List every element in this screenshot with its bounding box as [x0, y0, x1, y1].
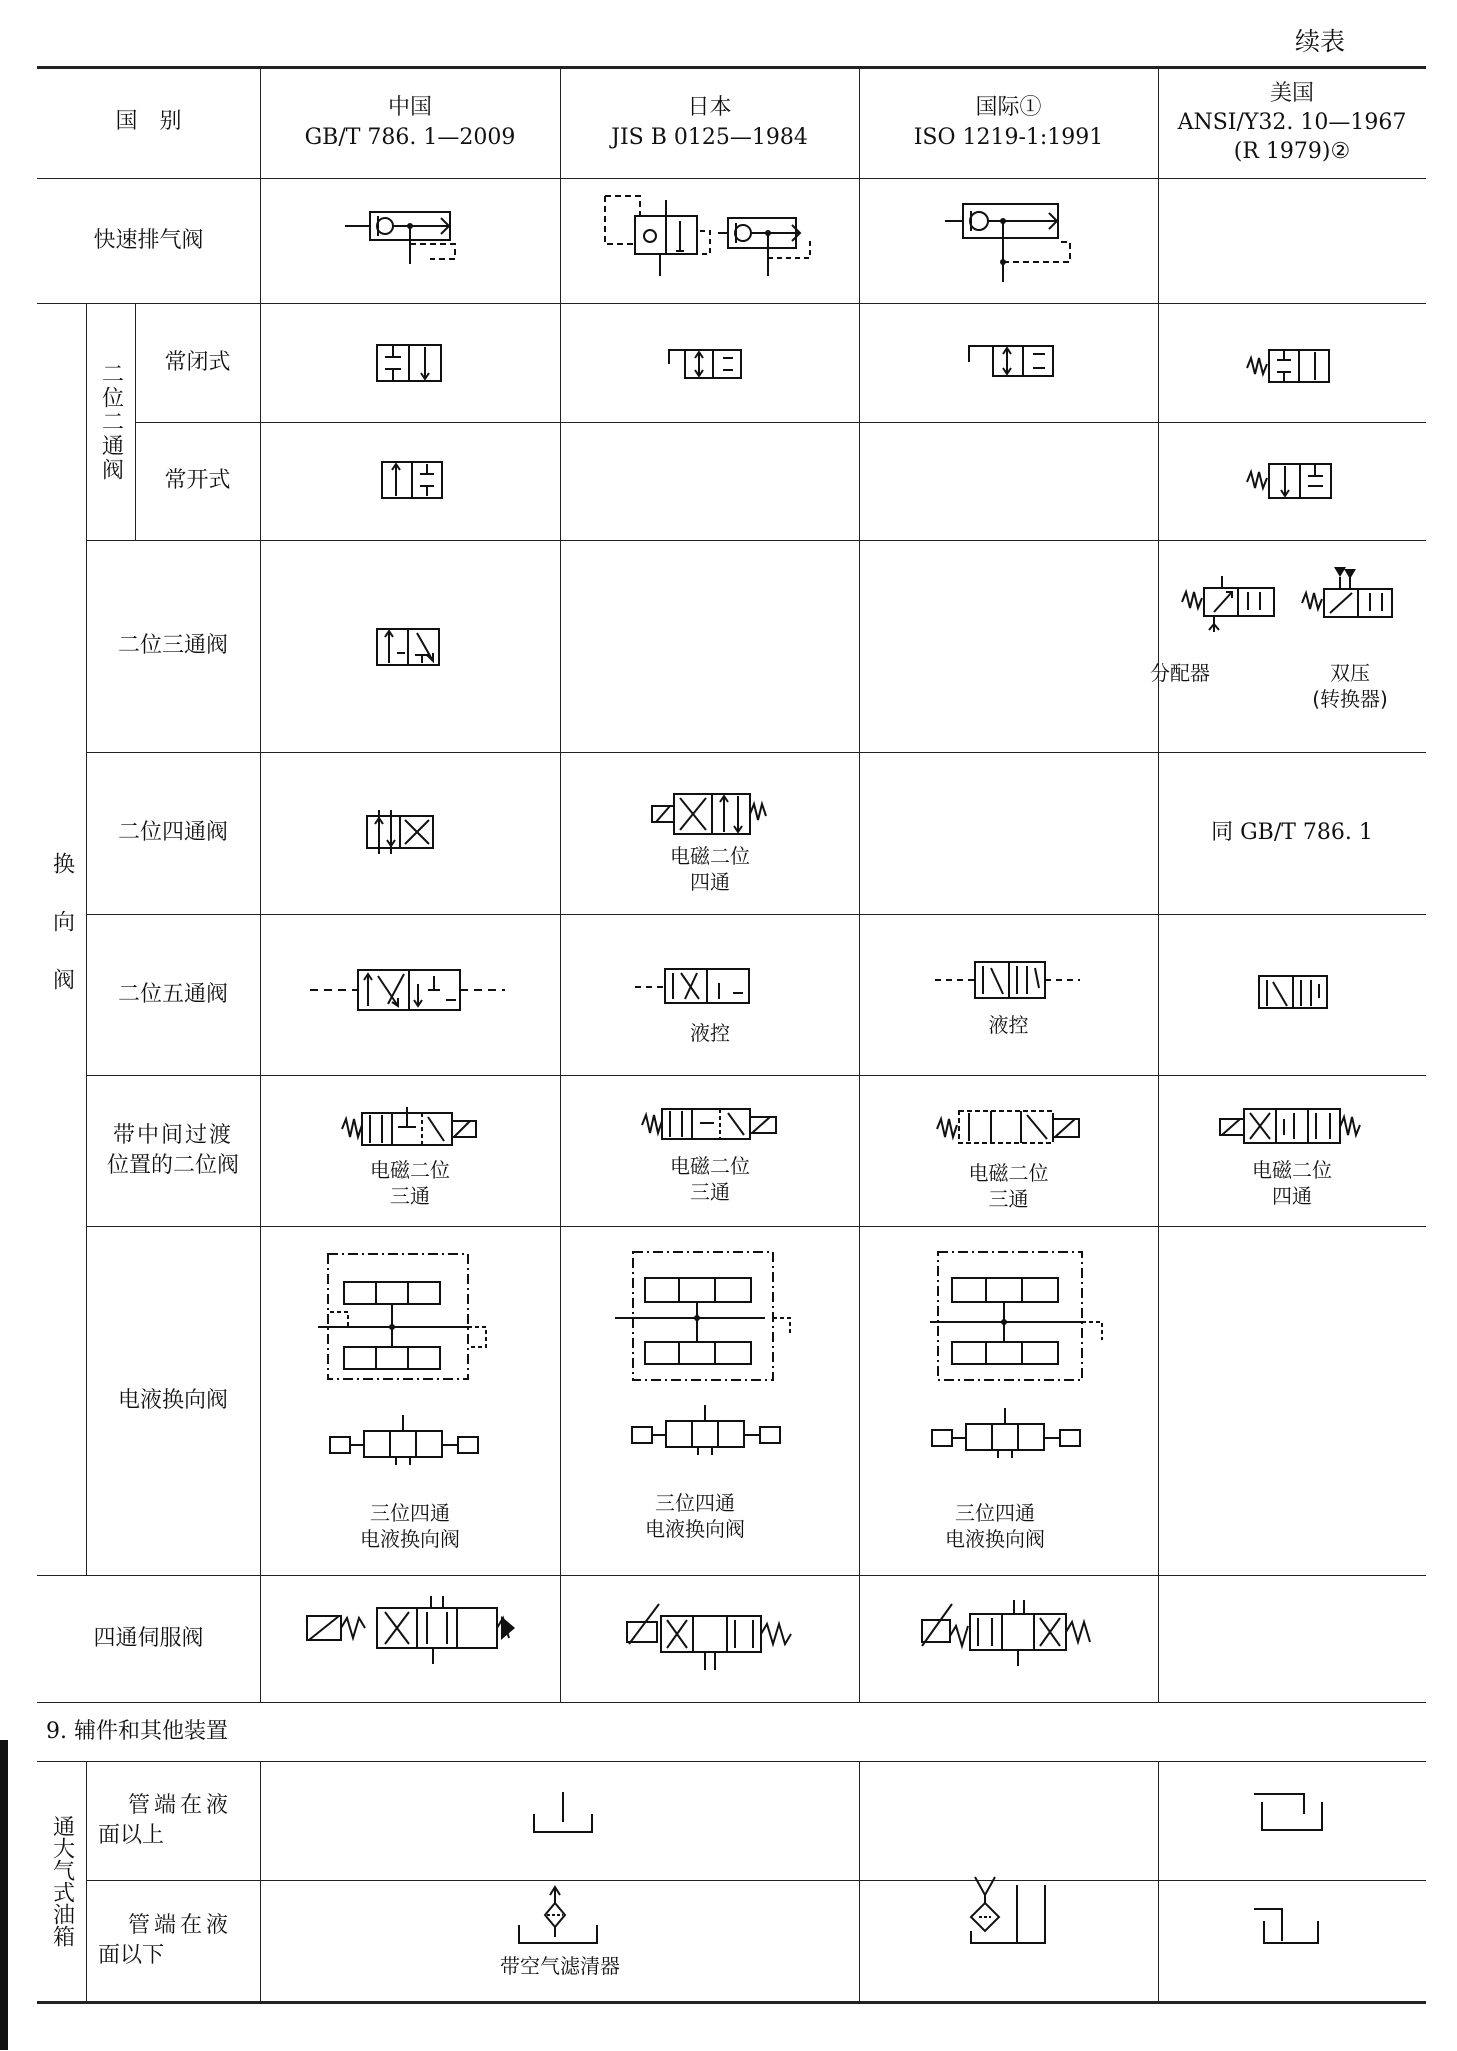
transition-valve-symbol-gb [340, 1105, 480, 1150]
eh-valve-detailed-symbol-jis [615, 1250, 800, 1385]
col-rule [86, 1761, 87, 2001]
header-country: 国 别 [115, 109, 182, 134]
nc-2-2-valve-symbol-gb [375, 343, 445, 383]
row-rule [86, 1880, 1426, 1881]
2-5-valve-symbol-ansi [1255, 972, 1335, 1014]
2-5-pilot-valve-symbol-jis [635, 963, 785, 1008]
transition-valve-symbol-ansi [1218, 1105, 1368, 1147]
tank-below-filter-symbol-iso [965, 1875, 1055, 1950]
row-two-two: 二位二通阀 [98, 361, 124, 482]
servo-valve-symbol-gb [305, 1596, 515, 1666]
row-electro-hydraulic: 电液换向阀 [117, 1387, 228, 1413]
eh-valve-simplified-symbol-gb [328, 1415, 483, 1465]
caption-air-filter: 带空气滤清器 [500, 1954, 620, 1978]
caption-eh-3-4-gb: 三位四通 电液换向阀 [360, 1501, 460, 1551]
col-rule [260, 1761, 261, 2001]
row-rule [86, 1075, 1426, 1076]
caption-same-gb: 同 GB/T 786. 1 [1211, 820, 1373, 845]
caption-sol-2-3-iso: 电磁二位 三通 [968, 1161, 1049, 1211]
eh-valve-detailed-symbol-gb [318, 1252, 498, 1387]
caption-eh-3-4-iso: 三位四通 电液换向阀 [945, 1501, 1045, 1551]
row-normally-closed: 常闭式 [164, 349, 231, 375]
2-3-dual-pressure-symbol-ansi [1300, 565, 1400, 640]
tank-above-symbol [530, 1790, 600, 1840]
row-normally-open: 常开式 [164, 468, 231, 493]
header-usa: 美国 ANSI/Y32. 10—1967 (R 1979)② [1177, 80, 1407, 164]
row-rule [135, 422, 1426, 423]
caption-eh-3-4-jis: 三位四通 电液换向阀 [645, 1491, 745, 1541]
caption-pilot-jis: 液控 [690, 1021, 730, 1045]
row-group-tank: 通大气式油箱 [49, 1815, 75, 1947]
caption-dual-pressure: 双压 (转换器) [1312, 661, 1388, 711]
row-quick-exhaust: 快速排气阀 [93, 227, 204, 253]
row-transition: 带中间过渡 位置的二位阀 [106, 1122, 239, 1178]
nc-2-2-valve-symbol-jis [665, 346, 745, 386]
row-group-changeover: 换向阀 [49, 852, 75, 1026]
2-4-solenoid-valve-symbol-jis [650, 790, 770, 840]
transition-valve-symbol-iso [935, 1105, 1085, 1147]
row-rule [86, 540, 1426, 541]
quick-exhaust-valve-symbol-iso [945, 204, 1085, 284]
row-two-five: 二位五通阀 [117, 981, 228, 1007]
quick-exhaust-valve-symbol-jis [600, 196, 830, 276]
tank-below-symbol-ansi [1252, 1905, 1332, 1950]
caption-sol-2-4-jis: 电磁二位 四通 [670, 844, 750, 894]
tank-above-symbol-ansi [1250, 1790, 1330, 1840]
col-rule [260, 66, 261, 1702]
header-japan: 日本 JIS B 0125—1984 [611, 95, 808, 150]
caption-pilot-iso: 液控 [988, 1013, 1029, 1037]
page-edge-mark [0, 1740, 8, 2050]
caption-sol-2-3-jis: 电磁二位 三通 [670, 1154, 750, 1204]
servo-valve-symbol-jis [625, 1600, 795, 1670]
nc-2-2-valve-symbol-iso [965, 340, 1055, 385]
no-2-2-valve-symbol-ansi [1245, 460, 1335, 502]
quick-exhaust-valve-symbol-gb [345, 204, 485, 274]
eh-valve-detailed-symbol-iso [930, 1250, 1115, 1385]
2-5-pilot-valve-symbol-iso [935, 958, 1085, 1003]
header-intl: 国际① ISO 1219-1:1991 [913, 95, 1104, 150]
transition-valve-symbol-jis [640, 1103, 780, 1145]
continued-label: 续表 [1295, 27, 1346, 56]
caption-sol-2-4-ansi: 电磁二位 四通 [1252, 1158, 1332, 1208]
no-2-2-valve-symbol-gb [380, 460, 450, 502]
2-3-distributor-symbol-ansi [1180, 570, 1280, 645]
row-two-four: 二位四通阀 [117, 820, 228, 845]
row-rule [86, 1226, 1426, 1227]
section-9-title: 9. 辅件和其他装置 [46, 1718, 228, 1744]
2-5-valve-symbol-gb [310, 960, 500, 1020]
row-tank-above: 管端在液 面以上 [98, 1792, 233, 1848]
row-servo: 四通伺服阀 [93, 1625, 204, 1651]
table-bottom-rule [37, 2001, 1426, 2004]
caption-sol-2-3-gb: 电磁二位 三通 [370, 1158, 450, 1208]
row-tank-below: 管端在液 面以下 [98, 1912, 233, 1968]
row-rule [37, 1761, 1426, 1762]
header-china: 中国 GB/T 786. 1—2009 [304, 95, 516, 150]
row-two-three: 二位三通阀 [117, 633, 228, 658]
col-rule [1158, 1761, 1159, 2001]
caption-distributor: 分配器 [1150, 661, 1210, 685]
row-rule [86, 914, 1426, 915]
2-4-valve-symbol-gb [365, 810, 435, 855]
eh-valve-simplified-symbol-jis [630, 1405, 785, 1455]
col-rule [859, 1761, 860, 2001]
nc-2-2-valve-symbol-ansi [1245, 346, 1335, 386]
servo-valve-symbol-iso [920, 1600, 1095, 1670]
eh-valve-simplified-symbol-iso [930, 1408, 1085, 1458]
tank-below-air-filter-symbol [515, 1885, 605, 1950]
2-3-valve-symbol-gb [375, 625, 445, 670]
